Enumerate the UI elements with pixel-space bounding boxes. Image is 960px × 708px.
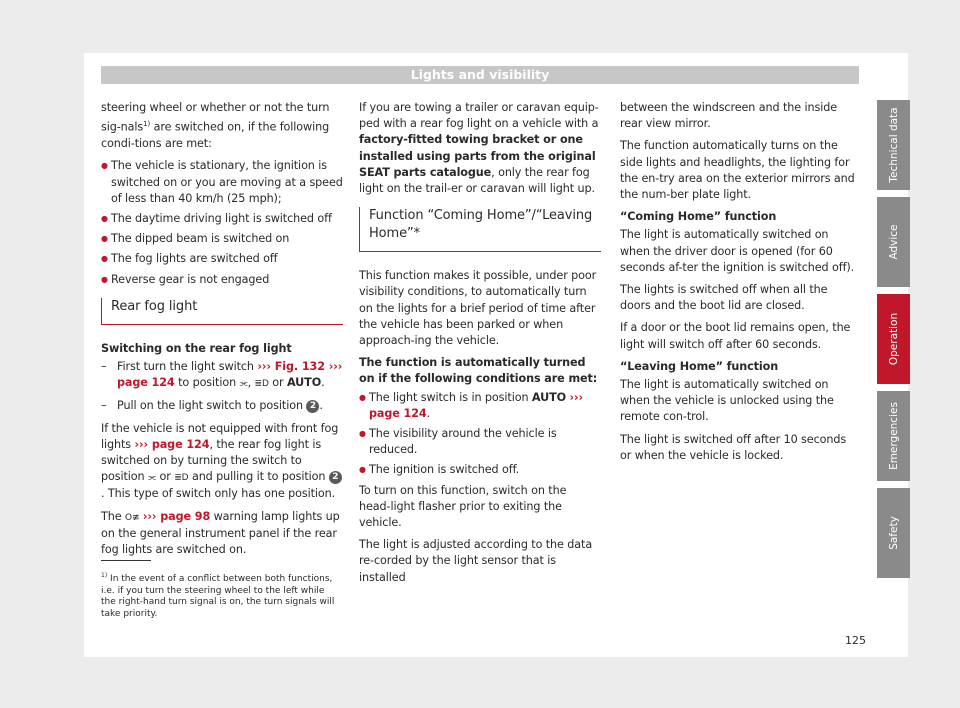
column-3: [620, 100, 860, 470]
column-2: [359, 100, 601, 592]
paragraph: The lights is switched off when all the doors and the boot lid are closed.: [620, 283, 828, 313]
tab-safety[interactable]: Safety: [877, 488, 910, 578]
position-2-badge: 2: [306, 400, 319, 413]
paragraph: The light is switched off after 10 seconds or when the vehicle is locked.: [620, 432, 847, 462]
paragraph: The O≢ ››› page 98 warning lamp lights up on the general instrument panel if the rear fog lights are switched on.: [101, 509, 340, 556]
tab-operation[interactable]: Operation: [877, 294, 910, 384]
fig-link[interactable]: ››› Fig. 132 ››› page 124: [117, 359, 343, 390]
page-link[interactable]: ››› page 98: [142, 509, 211, 523]
list-item: ● The vehicle is stationary, the ignition is switched on or you are moving at a speed of less than 40 km/h (25 mph);: [101, 158, 343, 207]
section-heading-coming-home: Function “Coming Home”/“Leaving Home”*: [359, 207, 601, 252]
page-number: 125: [845, 634, 866, 647]
subheading: Switching on the rear fog light: [101, 341, 292, 355]
column-1: [101, 100, 343, 564]
page-header: Lights and visibility: [101, 66, 859, 84]
paragraph: The light is automatically switched on when the vehicle is unlocked using the remote con-trol.: [620, 378, 834, 424]
intro-paragraph: If you are towing a trailer or caravan equip-ped with a rear fog light on a vehicle with a factory-fitted towing bracket or one installed using parts from the original SEAT parts catalogue, only the rear fog light on the trail-er or caravan will light up.: [359, 101, 599, 196]
subheading-leaving-home: “Leaving Home” function: [620, 359, 779, 373]
intro-paragraph: steering wheel or whether or not the turn sig-nals$^{1)}$ are switched on, if the following condi-tions are met:: [101, 101, 330, 151]
conditions-heading: The function is automatically turned on if the following conditions are met:: [359, 356, 598, 386]
paragraph: The light is adjusted according to the data re-corded by the light sensor that is installed: [359, 538, 593, 584]
step-1: – First turn the light switch ››› Fig. 132 ››› page 124 to position ⫘, ≣D or AUTO.: [101, 359, 343, 392]
paragraph: The light is automatically switched on when the driver door is opened (for 60 seconds af-ter the ignition is switched off).: [620, 228, 855, 274]
paragraph: To turn on this function, switch on the head-light flasher prior to exiting the vehicle.: [359, 483, 567, 530]
page-link[interactable]: ››› page 124: [369, 390, 584, 420]
dipped-beam-icon: ≣D: [174, 473, 189, 484]
footnote: $^{1)}$ In the event of a conflict between both functions, i.e. if you turn the steering wheel to the left while the right-hand turn signal is on, the turn signals will take priority.: [101, 572, 335, 619]
rear-fog-light-icon: O≢: [124, 512, 140, 523]
dipped-beam-icon: ≣D: [254, 379, 269, 390]
subheading-coming-home: “Coming Home” function: [620, 210, 777, 224]
tab-technical-data[interactable]: Technical data: [877, 100, 910, 190]
position-2-badge: 2: [329, 471, 342, 484]
list-item: ● The daytime driving light is switched off: [101, 211, 343, 227]
list-item: ● The fog lights are switched off: [101, 251, 343, 267]
paragraph: between the windscreen and the inside rear view mirror.: [620, 101, 837, 131]
paragraph: This function makes it possible, under poor visibility conditions, to automatically turn on the lights for a brief period of time after the vehicle has been parked or when approach-ing the vehicle.: [359, 269, 597, 348]
sidelight-icon: ⫘: [239, 379, 248, 390]
paragraph: If a door or the boot lid remains open, the light will switch off after 60 seconds.: [620, 321, 851, 351]
sidelight-icon: ⫘: [147, 473, 156, 484]
step-2: – Pull on the light switch to position 2 .: [101, 398, 343, 414]
list-item: ● The visibility around the vehicle is reduced.: [359, 426, 601, 458]
footnote-divider: [101, 560, 151, 561]
paragraph: The function automatically turns on the side lights and headlights, the lighting for the en-try area on the exterior mirrors and the num-ber plate light.: [620, 139, 855, 202]
tab-emergencies[interactable]: Emergencies: [877, 391, 910, 481]
list-item: ● The dipped beam is switched on: [101, 231, 343, 247]
paragraph: If the vehicle is not equipped with front fog lights ››› page 124, the rear fog light is switched on by turning the switch to position ⫘ or ≣D and pulling it to position 2. This type of switch only has one position.: [101, 421, 343, 503]
tab-advice[interactable]: Advice: [877, 197, 910, 287]
page-link[interactable]: ››› page 124: [134, 437, 210, 451]
list-item: ● The light switch is in position AUTO ››› page 124.: [359, 390, 601, 422]
list-item: ● The ignition is switched off.: [359, 462, 601, 478]
list-item: ● Reverse gear is not engaged: [101, 272, 343, 288]
section-heading-rear-fog-light: Rear fog light: [101, 298, 343, 325]
